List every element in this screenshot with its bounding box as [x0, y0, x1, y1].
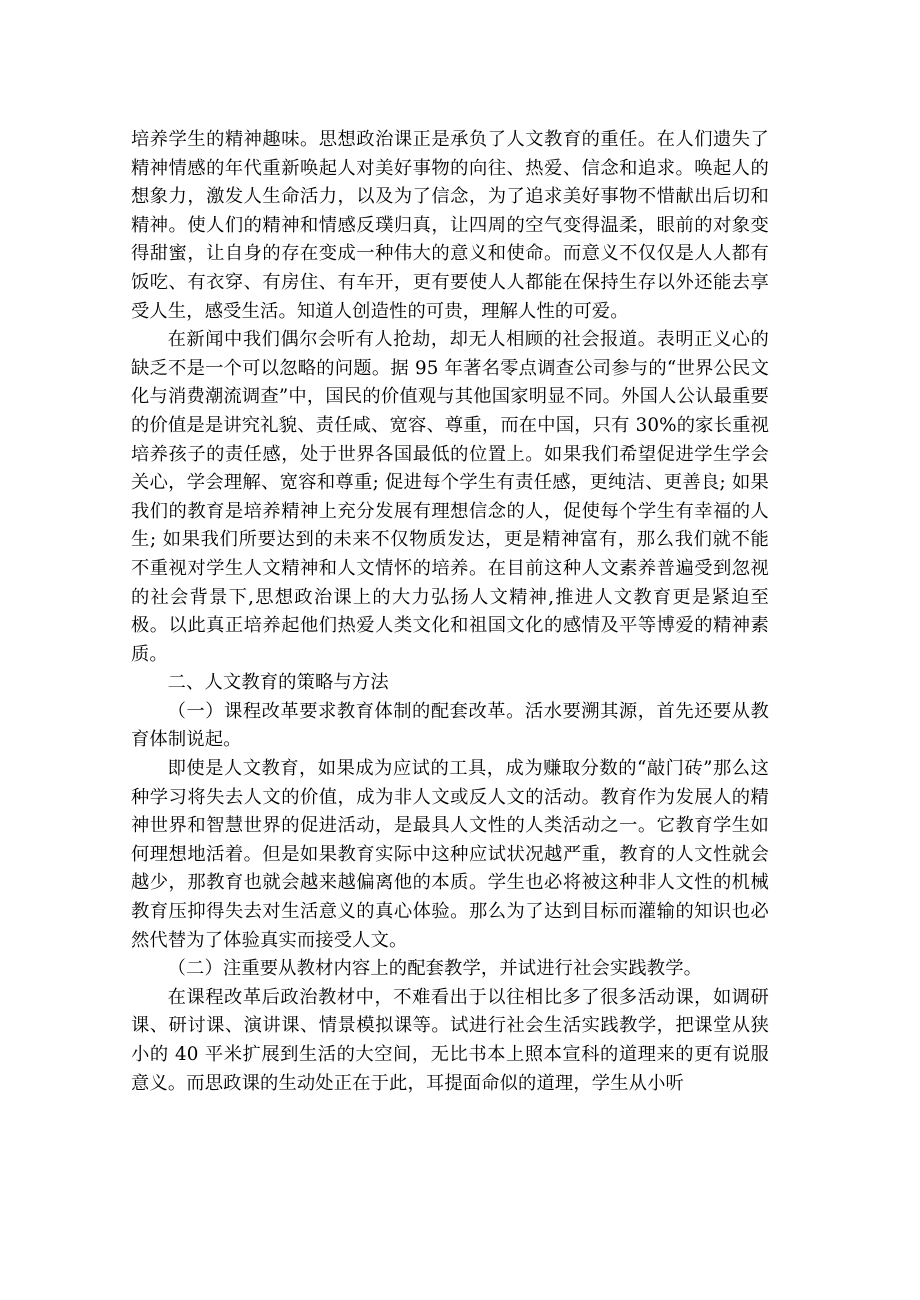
- paragraph-humanistic-spirit: 培养学生的精神趣味。思想政治课正是承负了人文教育的重任。在人们遗失了精神情感的年代重新唤起人对美好事物的向往、热爱、信念和追求。唤起人的想象力，激发人生命活力，以及为了信念，为了追求美好事物不惜献出后切和精神。使人们的精神和情感反璞归真，让四周的空气变得温柔，眼前的对象变得甜蜜，让自身的存在变成一种伟大的意义和使命。而意义不仅仅是人人都有饭吃、有衣穿、有房住、有车开，更有要使人人都能在保持生存以外还能去享受人生，感受生活。知道人创造性的可贵，理解人性的可爱。: [131, 129, 769, 322]
- document-body: [131, 126, 769, 1098]
- paragraph-social-survey: 在新闻中我们偶尔会听有人抢劫，却无人相顾的社会报道。表明正义心的缺乏不是一个可以忽略的问题。据 95 年著名零点调查公司参与的“世界公民文化与消费潮流调查”中，国民的价值观与其他国家明显不同。外国人公认最重要的价值是是讲究礼貌、责任咸、宽容、尊重，而在中国，只有 30%的家长重视培养孩子的责任感，处于世界各国最低的位置上。如果我们希望促进学生学会关心，学会理解、宽容和尊重; 促进每个学生有责任感，更纯洁、更善良; 如果我们的教育是培养精神上充分发展有理想信念的人，促使每个学生有幸福的人生; 如果我们所要达到的未来不仅物质发达，更是精神富有，那么我们就不能不重视对学生人文精神和人文情怀的培养。在目前这种人文素养普遍受到忽视的社会背景下,思想政治课上的大力弘扬人文精神,推进人文教育更是紧迫至极。以此真正培养起他们热爱人类文化和祖国文化的感情及平等博爱的精神素质。: [131, 329, 769, 665]
- subheading-textbook-content: （二）注重要从教材内容上的配套教学，并试进行社会实践教学。: [167, 958, 703, 980]
- section-heading-strategies: 二、人文教育的策略与方法: [167, 672, 389, 694]
- paragraph-practice-teaching: 在课程改革后政治教材中，不难看出于以往相比多了很多活动课，如调研课、研讨课、演讲课、情景模拟课等。试进行社会生活实践教学，把课堂从狭小的 40 平米扩展到生活的大空间，无比书本上照本宣科的道理来的更有说服意义。而思政课的生动处正在于此，耳提面命似的道理，学生从小听: [131, 986, 769, 1094]
- paragraph-exam-oriented-education: 即使是人文教育，如果成为应试的工具，成为赚取分数的“敲门砖”那么这种学习将失去人文的价值，成为非人文或反人文的活动。教育作为发展人的精神世界和智慧世界的促进活动，是最具人文性的人类活动之一。它教育学生如何理想地活着。但是如果教育实际中这种应试状况越严重，教育的人文性就会越少，那教育也就会越来越偏离他的本质。学生也必将被这种非人文性的机械教育压抑得失去对生活意义的真心体验。那么为了达到目标而灌输的知识也必然代替为了体验真实而接受人文。: [131, 758, 769, 951]
- subheading-curriculum-reform: （一）课程改革要求教育体制的配套改革。活水要溯其源，首先还要从教育体制说起。: [131, 700, 769, 751]
